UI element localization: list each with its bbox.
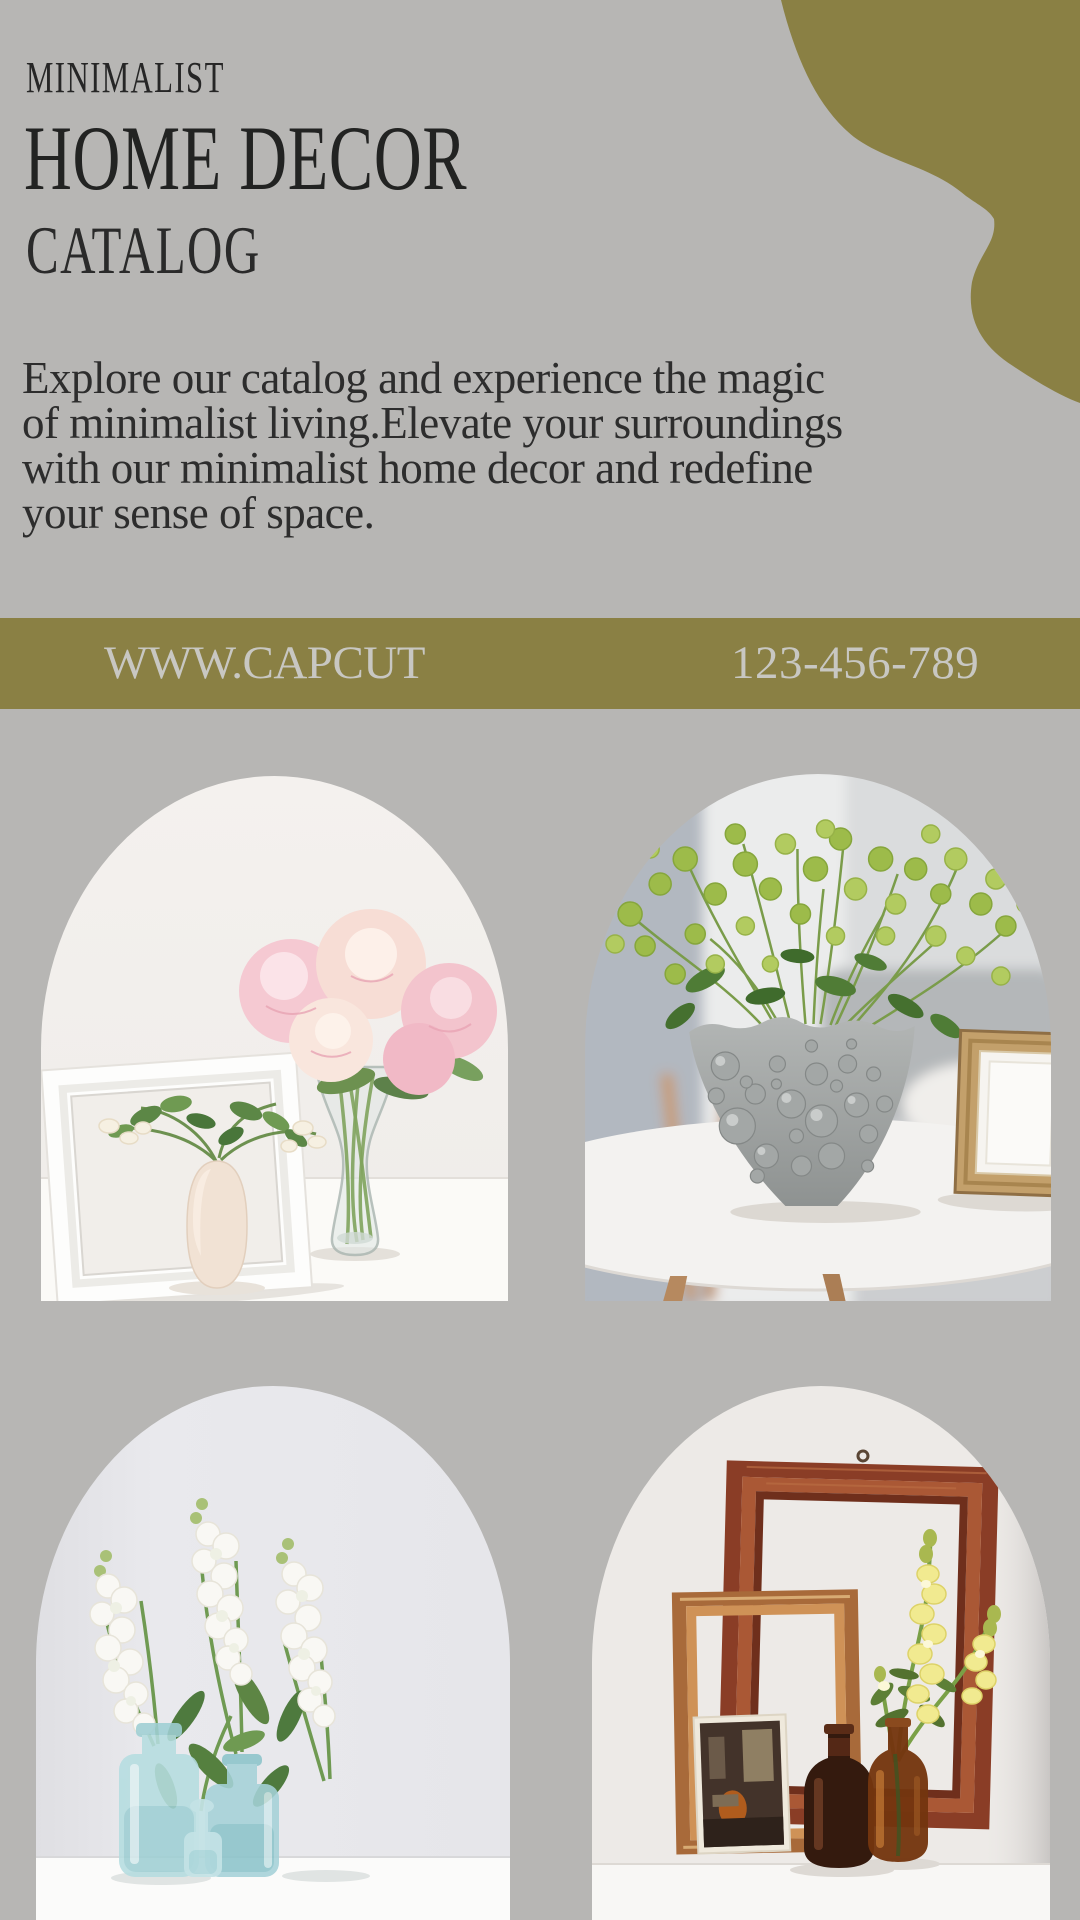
photo-stock-flowers-illustration (36, 1386, 510, 1920)
intro-line: with our minimalist home decor and redefine (22, 443, 813, 493)
phone-number: 123-456-789 (731, 637, 980, 689)
intro-line: of minimalist living.Elevate your surroundings (22, 398, 843, 448)
postcard-painting (694, 1714, 791, 1853)
contact-banner (0, 618, 1080, 709)
intro-line: your sense of space. (22, 488, 375, 538)
page-title: HOME DECOR (24, 107, 468, 209)
website-link[interactable]: WWW.CAPCUT (104, 637, 425, 689)
photo-chrysanthemums-illustration (585, 774, 1051, 1301)
photo-peonies (41, 776, 508, 1301)
eyebrow-text: MINIMALIST (26, 53, 225, 102)
photo-peonies-illustration (41, 776, 508, 1301)
corner-blob-path (781, 0, 1080, 403)
photo-frames-bottles (592, 1386, 1050, 1920)
photo-stock-flowers (36, 1386, 510, 1920)
intro-line: Explore our catalog and experience the magic (22, 353, 825, 403)
page-subtitle: CATALOG (26, 212, 261, 288)
intro-paragraph (22, 353, 843, 538)
photo-chrysanthemums (585, 774, 1051, 1301)
photo-frames-bottles-illustration (592, 1386, 1050, 1920)
